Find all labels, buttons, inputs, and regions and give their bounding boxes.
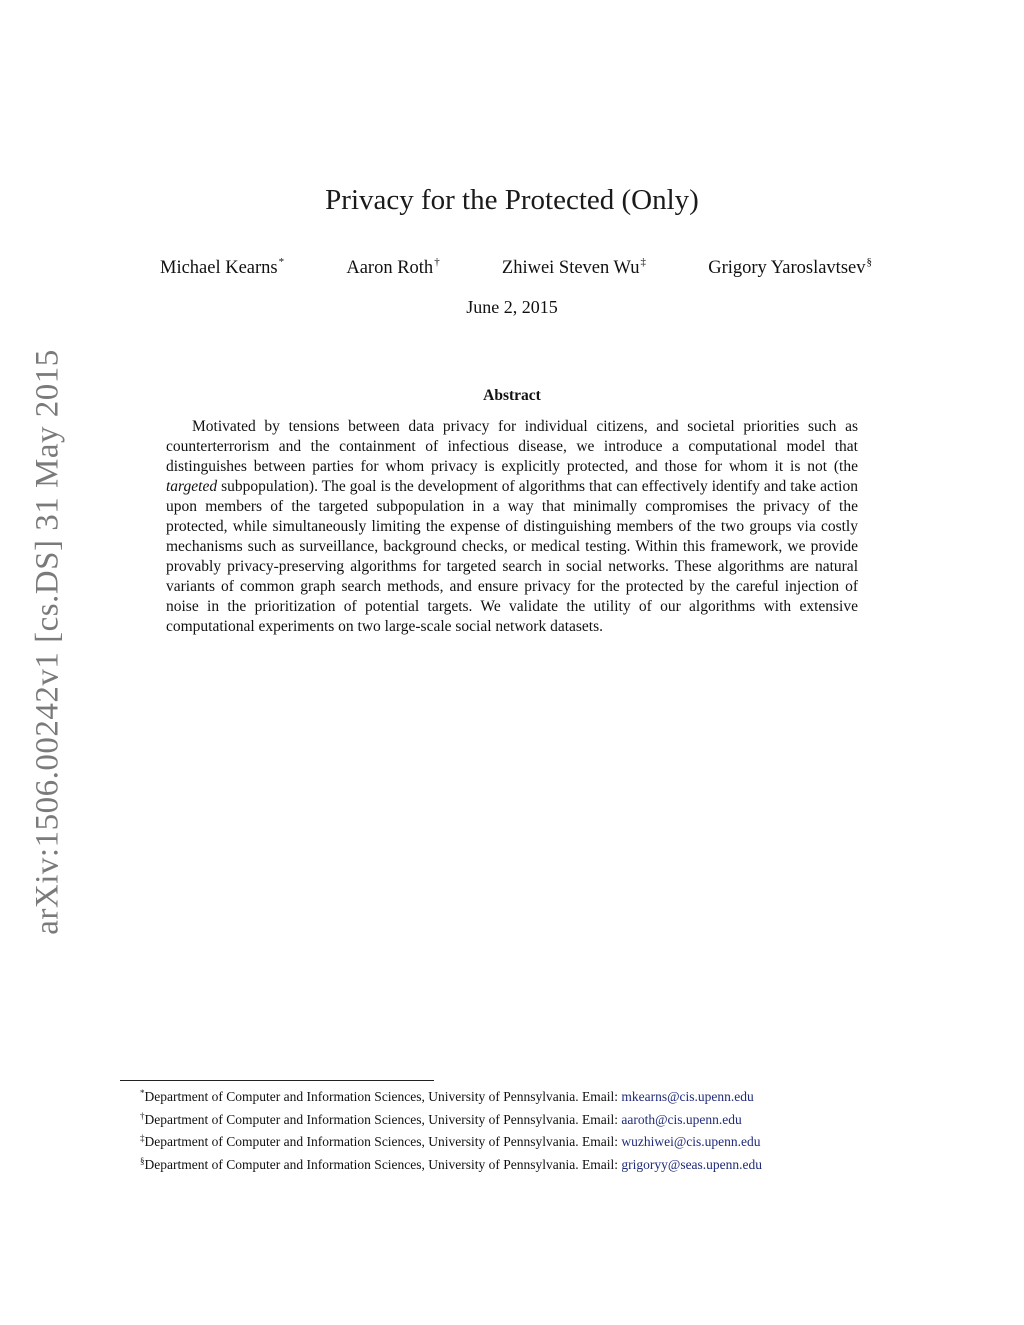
footnote-mark: ‡ bbox=[140, 1133, 145, 1144]
footnote-mark: * bbox=[278, 256, 285, 268]
author-name bbox=[708, 256, 872, 279]
footnotes bbox=[140, 1084, 920, 1175]
abstract-body bbox=[166, 417, 858, 637]
footnote-mark: † bbox=[140, 1110, 145, 1121]
arxiv-identifier-stamp: arXiv:1506.00242v1 [cs.DS] 31 May 2015 bbox=[29, 349, 66, 935]
footnote-mark: † bbox=[434, 256, 440, 268]
abstract-heading: Abstract bbox=[483, 387, 541, 404]
footnote-item bbox=[140, 1152, 920, 1175]
footnote-divider bbox=[120, 1080, 434, 1081]
author-name-text: Zhiwei Steven Wu bbox=[501, 258, 640, 278]
author-name-text: Grigory Yaroslavtsev bbox=[708, 258, 866, 278]
footnote-item bbox=[140, 1129, 920, 1152]
author-list bbox=[160, 256, 872, 279]
author-name-text: Aaron Roth bbox=[346, 258, 434, 278]
paper-title: Privacy for the Protected (Only) bbox=[325, 184, 699, 216]
footnote-text: Department of Computer and Information Sciences, University of Pennsylvania. Email: bbox=[144, 1134, 622, 1150]
footnote-mark: * bbox=[140, 1088, 145, 1098]
footnote-text: Department of Computer and Information Sciences, University of Pennsylvania. Email: bbox=[144, 1157, 622, 1173]
author-name bbox=[502, 256, 646, 279]
abstract-text-part: subpopulation). The goal is the development of algorithms that can effectively identify and take action upon members of the targeted subpopulation in a way that minimally compromises the privacy of the protected, while simultaneously limiting the expense of distinguishing members of the two groups via costly mechanisms such as surveillance, background checks, or medical testing. Within this framework, we provide provably privacy-preserving algorithms for targeted search in social networks. These algorithms are natural variants of common graph search methods, and ensure privacy for the protected by the careful injection of noise in the prioritization of potential targets. We validate the utility of our algorithms with extensive computational experiments on two large-scale social network datasets. bbox=[166, 478, 858, 635]
footnote-item bbox=[140, 1084, 920, 1107]
publication-date: June 2, 2015 bbox=[466, 297, 558, 317]
author-name-text: Michael Kearns bbox=[160, 258, 278, 278]
footnote-item bbox=[140, 1107, 920, 1130]
email-link[interactable]: wuzhiwei@cis.upenn.edu bbox=[621, 1134, 761, 1150]
author-name bbox=[160, 256, 284, 279]
footnote-mark: ‡ bbox=[640, 256, 647, 268]
abstract-emphasis: targeted bbox=[166, 478, 218, 495]
email-link[interactable]: aaroth@cis.upenn.edu bbox=[621, 1111, 742, 1127]
footnote-mark: § bbox=[140, 1156, 145, 1167]
footnote-text: Department of Computer and Information Sciences, University of Pennsylvania. Email: bbox=[144, 1111, 622, 1127]
footnote-text: Department of Computer and Information Sciences, University of Pennsylvania. Email: bbox=[144, 1089, 622, 1104]
email-link[interactable]: grigoryy@seas.upenn.edu bbox=[621, 1157, 763, 1173]
author-name bbox=[346, 256, 439, 279]
email-link[interactable]: mkearns@cis.upenn.edu bbox=[621, 1089, 754, 1104]
abstract-text-part: Motivated by tensions between data privacy for individual citizens, and societal priorities such as counterterrorism and the containment of infectious disease, we introduce a computational model that distinguishes between parties for whom privacy is explicitly protected, and those for whom it is not (the bbox=[166, 418, 858, 475]
footnote-mark: § bbox=[866, 256, 872, 268]
